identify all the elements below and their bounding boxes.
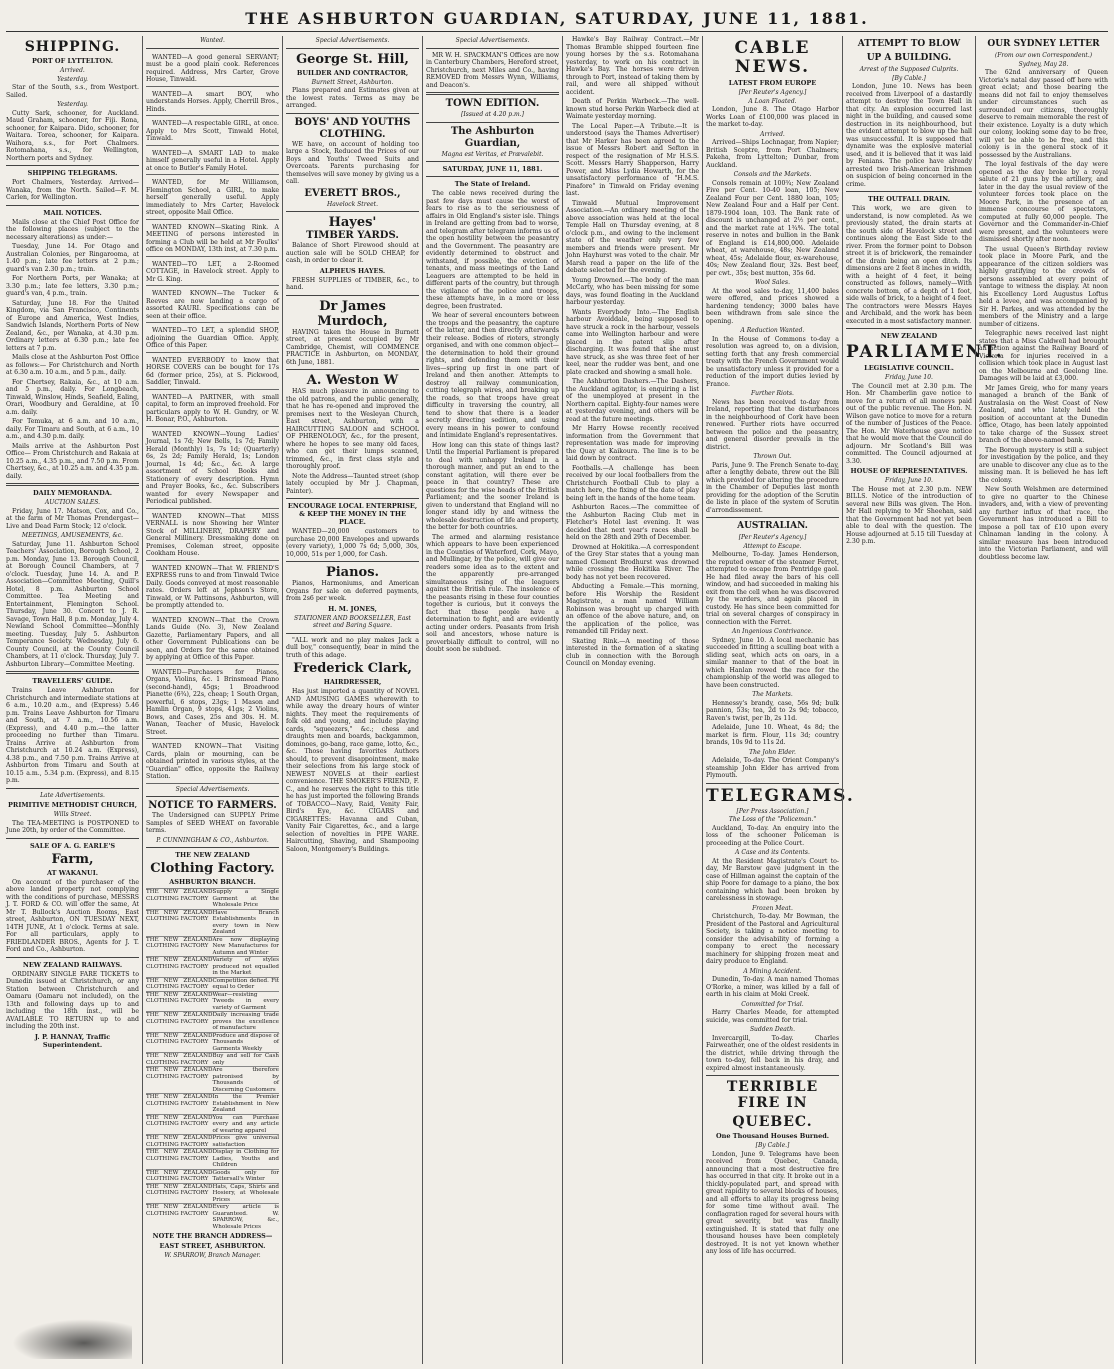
news-item: Ashburton Races.—The committee of the Ashburton Racing Club met in Fletcher's Hotel last evening. It was decided that next year's races shall be held on the 28th and 29th of December.	[566, 504, 699, 541]
factory-row-name: THE NEW ZEALAND CLOTHING FACTORY	[146, 1032, 213, 1045]
factory-row	[146, 991, 279, 1012]
town-edition: TOWN EDITION.	[445, 98, 540, 109]
mail-item: Mails close at the Ashburton Post Office as follows:— For Christchurch and North at 6.30 a.m. 10 a.m., and 5 p.m., daily.	[6, 354, 139, 376]
house-date: Friday, June 10.	[885, 477, 933, 484]
factory-heading: Clothing Factory.	[150, 861, 275, 876]
factory-branch: ASHBURTON BRANCH.	[169, 878, 256, 886]
special-heading: Special Advertisements.	[315, 37, 390, 44]
attempt-heading-2: UP A BUILDING.	[866, 53, 952, 63]
sydney-paragraph: The 62nd anniversary of Queen Victoria's natal day passed off here with great eclat; and those bearing the means did not fail to enjoy themselves under circumstances such as surrounded our citizens, thoroughly deserve to remain memorable the rest of their existence. Loyalty is a duty which our colony, looking some day to be free, will yet be able to be free, and this colony is in the general stock of it possessed by the Australians.	[979, 69, 1108, 159]
late-heading: Late Advertisements.	[40, 791, 105, 799]
latest-heading: LATEST FROM EUROPE	[728, 79, 817, 87]
invention-text: Sydney, June 10. A local mechanic has succeeded in fitting a sculling boat with a sliding seat, which acts on oars, in a similar manner to that of the boat in which Hanlan rowed the race for the championship of the world was alleged to have been constructed.	[706, 636, 839, 689]
council-heading: LEGISLATIVE COUNCIL.	[864, 364, 954, 372]
factory-row	[146, 1066, 279, 1093]
travellers-heading: TRAVELLERS' GUIDE.	[32, 677, 113, 685]
trial-text: Harry Charles Meade, for attempted suicide, was committed for trial.	[706, 1009, 839, 1024]
primitive-heading: PRIMITIVE METHODIST CHURCH,	[8, 801, 137, 809]
markets-heading: The Markets.	[752, 691, 793, 698]
factory-row-text: Buy and sell for Cash only	[212, 1053, 279, 1066]
sydney-paragraph: The Borough mystery is still a subject for investigation by the police, and they are unable to discover any clue as to the missing man. It is believed he has left the colony.	[979, 446, 1108, 484]
divider	[426, 48, 559, 49]
column-5	[562, 36, 699, 1364]
factory-row	[146, 1169, 279, 1183]
invention-heading: An Ingenious Contrivance.	[732, 628, 813, 635]
divider	[6, 957, 139, 958]
branch-signature: W. SPARROW, Branch Manager.	[164, 1252, 261, 1259]
cable-heading: CABLE NEWS.	[734, 38, 811, 77]
factory-row	[146, 977, 279, 991]
news-item: Death of Perkin Warbeck.—The well-known stud horse Perkin Warbeck died at Waimate yesterday morning.	[566, 98, 699, 120]
sydney-paragraph: Mr James Greig, who for many years managed a branch of the Bank of Australasia on the West Coast of New Zealand, and who lately held the position of accountant at the Dunedin office, Otago, has been lately appointed to take charge of the Sussex street branch of the above-named bank.	[979, 384, 1108, 444]
divider	[286, 561, 419, 562]
hill-address: Burnett Street, Ashburton.	[311, 78, 394, 86]
meetings-heading: MEETINGS, AMUSEMENTS, &c.	[21, 532, 124, 539]
yesterday-label-2: Yesterday.	[57, 101, 88, 108]
factory-row-text: Have Branch Establishments in every town in New Zealand	[212, 909, 279, 935]
timber-text: Balance of Short Firewood should at auction sale will be SOLD CHEAP, for cash, in order to clear it.	[286, 242, 419, 264]
factory-row	[146, 909, 279, 936]
divider	[286, 369, 419, 370]
loan-heading: A Loan Floated.	[748, 97, 797, 105]
column-6	[702, 36, 855, 1364]
escape-heading: Attempt to Escape.	[743, 542, 802, 550]
meetings-text: Saturday, June 11. Ashburton School Teachers' Association, Borough School, 2 p.m. Monday, June 13. Borough Council, at Borough Council Chambers, at 7 o'clock. Tuesday, June 14. A. and P. Association—Committee Meeting, Quill's Hotel, 8 p.m. Ashburton School Committee. Tea Meeting and Entertainment, Flemington School. Thursday, June 30. Concert to J. R. Savage, Town Hall, 8 p.m. Monday, July 4. Newland School Committee—Monthly meeting. Tuesday, July 5. Ashburton Temperance Society. Wednesday, July 6. County Council, at the County Council Chambers, at 11 o'clock. Thursday, July 7. Ashburton Library—Committee Meeting.	[6, 540, 139, 668]
issued-time: [Issued at 4.20 p.m.]	[461, 111, 524, 118]
factory-row-text: Hats, Caps, Shirts and Hosiery, at Wholesale Prices	[212, 1183, 279, 1203]
factory-row-text: Competition defied. Fit equal to Order	[212, 977, 279, 990]
boys-text: WE have, on account of holding too large a Stock, Reduced the Prices of our Boys and Youths' Tweed Suits and Overcoats. Parents purchasing for themselves will save money by giving us a call.	[286, 140, 419, 185]
wanted-ad: WANTED—A good general SERVANT; must be a good plain cook. References required. Address, Mrs Carter, Grove House, Tinwald.	[146, 52, 279, 87]
leader-paragraph: The armed and alarming resistance which appears to have been experienced in the Counties of Waterford, Cork, Mayo, and Mullingar, by the police, will give our readers some idea as to the extent and the apparently pre-arranged simultaneous rising of the leaguers against the British rule. The insolence of the peasants rising in these four counties together is curious, but it conveys the fact that these people have a determination to fight, and are evidently acting under orders. Peasants from Irish soil and ancestors, whose nature is proverbially difficult to control, will no doubt soon be subdued.	[426, 533, 559, 653]
factory-row-name: THE NEW ZEALAND CLOTHING FACTORY	[146, 1169, 213, 1182]
news-item: Wants Everybody Into.—The English harbour Avoiddale, being supposed to have struck a rock in the harbour, vessels came into Wellington harbour and were placed in the patent slip after discharging. It was found that she must have struck, as she was three feet of her keel, near the rudder was bent, and one plate cracked and showing a small hole.	[566, 308, 699, 376]
hill-heading: George St. Hill,	[296, 51, 409, 67]
frozen-text: Christchurch, To-day. Mr Bowman, the President of the Pastoral and Agricultural Society, is taking a notice meeting to consider the advisability of forming a company to erect the necessary machinery for shipping frozen meat and dairy produce to England.	[706, 913, 839, 965]
factory-row-text: Are therefore patronised by Thousands of Discerning Customers	[212, 1067, 279, 1093]
factory-row-text: Produce and dispose of Thousands of Garments Weekly	[212, 1032, 279, 1052]
factory-row	[146, 1114, 279, 1135]
fire-subheading: One Thousand Houses Burned.	[715, 1132, 830, 1140]
weston-note: Note the Address—Taunted street (shop lately occupied by Mr J. Chapman, Painter).	[286, 472, 419, 495]
jones-subheading: STATIONER AND BOOKSELLER, East street and Baring Square.	[294, 614, 411, 629]
factory-row	[146, 1148, 279, 1169]
news-item: The Ashburton Dashers.—The Dashers, the Auckland agitator, is enquiring a list of the unemployed at present in the Northern capital. Eighty-four names were at yesterday evening, and others will be read at the future meetings.	[566, 378, 699, 423]
auction-heading: AUCTION SALES.	[44, 499, 101, 506]
primitive-street: Wills Street.	[53, 811, 92, 818]
news-item: Young Drowned.—The body of the man McCarty, who has been missing for some days, was found floating in the Auckland harbour yesterday.	[566, 276, 699, 306]
factory-row-name: THE NEW ZEALAND CLOTHING FACTORY	[146, 1094, 213, 1107]
factory-row-name: THE NEW ZEALAND CLOTHING FACTORY	[146, 1114, 213, 1127]
factory-row-name: THE NEW ZEALAND CLOTHING FACTORY	[146, 1204, 213, 1217]
column-2	[142, 36, 279, 1364]
factory-row	[146, 1203, 279, 1230]
divider	[286, 211, 419, 212]
sailed-text: Cutty Sark, schooner, for Auckland. Maud Graham, schooner, for Fiji. Rona, schooner, for Kaipara. Dido, schooner, for Waitara. Torea, schooner, for Kaipara. Waihora, s.s., for Port Chalmers. Rotomahana, s.s., for Wellington, Northern ports and Sydney.	[6, 109, 139, 162]
sydney-paragraph: The usual Queen's Birthday review took place in Moore Park, and the appearance of the citizen soldiers was highly gratifying to the crowds of persons assembled at every point of vantage to witness the display. At noon his Excellency Lord Augustus Loftus held a levee, and was accompanied by Sir H. Parkes, and was attended by the members of the Ministry and a large number of citizens.	[979, 245, 1108, 328]
divider	[286, 48, 419, 49]
factory-row-name: THE NEW ZEALAND CLOTHING FACTORY	[146, 1183, 213, 1196]
parliament-heading: PARLIAMENT.	[846, 342, 1004, 362]
divider	[6, 788, 139, 789]
yesterday-label: Yesterday.	[57, 75, 88, 83]
elder-text: Adelaide, To-day. The Orient Company's steamship John Elder has arrived from Plymouth.	[706, 757, 839, 779]
ink-stain	[12, 1319, 132, 1359]
divider	[706, 783, 839, 784]
wanted-ad: WANTED KNOWN—That the Crown Lands Guide (No. 3), New Zealand Gazette, Parliamentary Papers, and all other Government Publications can be seen, and Orders for the same obtained by applying at Office of this Paper.	[146, 615, 279, 665]
factory-row	[146, 956, 279, 977]
masthead: THE ASHBURTON GUARDIAN, SATURDAY, JUNE 11, 1881.	[6, 6, 1108, 32]
factory-row-name: THE NEW ZEALAND CLOTHING FACTORY	[146, 1149, 213, 1162]
house-heading: HOUSE OF REPRESENTATIVES.	[850, 467, 968, 475]
factory-row-text: Every article is Guaranteed. W. SPARROW, &c., Wholesale Prices	[212, 1204, 279, 1230]
riots-text: News has been received to-day from Ireland, reporting that the disturbances in the neighbourhood of Cork have been renewed. Further riots have occurred between the police and the peasantry, and general disorder prevails in the district.	[706, 398, 839, 451]
factory-row-text: Supply a Single Garment at the Wholesale Price	[212, 889, 279, 908]
mail-item: For Chertsey, Rakaia, &c., at 10 a.m. and 5 p.m., daily. For Longbeach, Tinwald, Winslow, Hinds, Seafield, Ealing, Orari, Woodbury and Geraldine, at 10 a.m. daily.	[6, 378, 139, 416]
factory-row-name: THE NEW ZEALAND CLOTHING FACTORY	[146, 1067, 213, 1080]
sale-text: On account of the purchaser of the above landed property not complying with the conditions of purchase, MESSRS J. T. FORD & CO. will offer the same, At Mr T. Bullock's Auction Rooms, East street, Ashburton, ON TUESDAY NEXT, 14TH JUNE, At 1 o'clock. Terms at sale. For all particulars, apply to FRIEDLANDER BROS., Agents for J. T. Ford and Co., Ashburton.	[6, 878, 139, 953]
paper-title: The Ashburton Guardian,	[450, 125, 535, 149]
sale-heading: SALE OF A. G. EARLE'S	[29, 841, 116, 850]
hill-text: Plans prepared and Estimates given at the lowest rates. Terms as may be arranged.	[286, 87, 419, 109]
factory-row	[146, 1011, 279, 1032]
leader-paragraph: We hear of several encounters between the troops and the peasantry, the capture of the latter, and then directly afterwards their release. Bodies of rioters, strongly organised, and with one common object—the determination to hold their ground rights, and defending them with their lives—spring up first in one part of Ireland and then another. Attempts to destroy all railway communication, cutting telegraph wires, and breaking up the roads, so that troops have great difficulty in traversing the country, all tend to show that there is a leader secretly directing sedition, and using every means in his power to confound and intimidate England's representatives.	[426, 312, 559, 439]
council-text: The Council met at 2.30 p.m. The Hon. Mr Chamberlin gave notice to move for a return of all moneys paid out of the public revenue. The Hon. N. Wilson gave notice to move for a return of the number of Justices of the Peace. The Hon. Mr Waterhouse gave notice that he would move that the Council do adjourn. Mr Scotland's Bill was committed. The Council adjourned at 3.30.	[846, 382, 972, 465]
sydney-from: (From our own Correspondent.)	[994, 52, 1093, 59]
clark-text: Has just imported a quantity of NOVEL AND AMUSING GAMES wherewith to while away the dreary hours of winter nights. They meet the requirements of folk old and young, and include playing cards, "squeezers," &c.; chess and draughts men and boards, backgammon, dominoes, go-bang, race game, lotto, &c., &c. Those having favorites Authors should, to prevent disappointment, make their selections from his large stock of NEWEST NOVELS at their earliest convenience. THE SMOKER'S FRIEND, F. C., and he reserves the right to this title he has just imported the following Brands of TOBACCO—Navy, Raid, Venity Fair, Bird's Eye, &c. CIGARS and CIGARETTES: Havanna and Cuban, Vanity Fair Cigarettes, &c., and a large selection of novelties in PIPE WARE. Haircutting, Shaving, and Shampooing Saloon, Montgomery's Buildings.	[286, 688, 419, 853]
railways-heading: NEW ZEALAND RAILWAYS.	[22, 960, 123, 969]
drain-heading: THE OUTFALL DRAIN.	[868, 195, 950, 203]
drain-text: This work, we are given to understand, is now completed. As we previously stated, the drain starts at the south side of Havelock street and continues along the East Side to the river. From the former point to Dobson street it is of brickwork, the remainder of the drain being an open ditch. Its dimensions are 2 feet 8 inches in width, with a height of 4 feet, it being constructed as follows, namely—With concrete bottom, of a depth of 1 foot, side walls of brick, to a height of 4 feet. The contractors were Messrs Hayes and Archibald, and the work has been executed in a most satisfactory manner.	[846, 205, 972, 325]
adelaide-text: Adelaide, June 10. Wheat, 4s 8d; the market is firm. Flour, 11s 3d; country brands, 10s 9d to 11s 2d.	[706, 724, 839, 746]
factory-row-name: THE NEW ZEALAND CLOTHING FACTORY	[146, 889, 213, 902]
auction-text: Friday, June 17. Matson, Cox, and Co., at the farm of Mr Thomas Prendergast—Live and Dead Farm Stock; 12 o'clock.	[6, 507, 139, 530]
escape-text: Melbourne, To-day. James Henderson, the reputed owner of the steamer Ferret, attempted to escape from Pentridge gaol. He had filed away the bars of his cell window, and had succeeded in making his exit from the cell when he was discovered by the warders, and again placed in custody. He has since been committed for trial on several charges of conspiracy in connection with the Ferret.	[706, 551, 839, 626]
telegrams-text: Port Chalmers, Yesterday. Arrived—Wanaka, from the North. Sailed—F. M. Carlen, for Wellington.	[6, 179, 139, 201]
reduction-text: In the House of Commons to-day a resolution was agreed to, on a division, setting forth that any fresh commercial treaty with the French Government would be unsatisfactory unless it provided for a reduction of the import duties levied by France.	[706, 335, 839, 388]
factory-row-name: THE NEW ZEALAND CLOTHING FACTORY	[146, 936, 213, 949]
divider	[146, 48, 279, 49]
wanted-ad: WANTED KNOWN—Skating Rink. A MEETING of persons interested in forming a Club will be held at Mr Foulks' office on MONDAY, 13th inst, at 7.30 p.m.	[146, 222, 279, 257]
sudden-text: Invercargill, To-day. Charles Fairweather, one of the oldest residents in the district, while driving through the town to-day, fell back in his dray, and expired almost instantaneously.	[706, 1034, 839, 1072]
paper-date: SATURDAY, JUNE 11, 1881.	[442, 165, 543, 173]
fire-heading-2: QUEBEC.	[732, 1114, 813, 1130]
column-7	[842, 36, 1004, 1364]
shipping-heading: SHIPPING.	[24, 39, 121, 55]
sydney-paragraph: New South Welshmen are determined to give no quarter to the Chinese invaders, and, with a view of preventing any further influx of that race, the Government has introduced a Bill to impose a poll tax of £10 upon every Chinaman landing in the colony. A similar measure has been introduced into the Victorian Parliament, and will doubtless become law.	[979, 486, 1108, 561]
special-heading: Special Advertisements.	[455, 37, 530, 44]
mail-item: Saturday, June 18. For the United Kingdom, via San Francisco, Continents of Europe and America, West Indies, Sandwich Islands, Northern Ports of New Zealand, &c., per Wanaka, at 4.30 p.m. Ordinary letters at 6.30 p.m.; late fee letters at 7 p.m.	[6, 299, 139, 352]
news-item: Mr Harry Howse recently received information from the Government that representation was made for improving the Quay at Kaikoura. The line is to be laid down by contract.	[566, 425, 699, 462]
mining-text: Dunedin, To-day. A man named Thomas O'Rorke, a miner, was killed by a fall of earth in his claim at Moki Creek.	[706, 976, 839, 998]
wool-text: At the wool sales to-day, 11,400 bales were offered, and prices showed a hardening tendency; 3000 bales have been withdrawn from sale since the opening.	[706, 287, 839, 325]
divider	[426, 176, 559, 177]
arrived-heading: Arrived.	[60, 67, 85, 74]
factory-row-text: Prices give universal satisfaction	[212, 1135, 279, 1148]
divider	[846, 191, 972, 192]
leader-paragraph: The cable news received during the past few days must cause the worst of fears to rise as to the seriousness of affairs in Old England's sister isle. Things in Ireland are getting from bad to worse, and telegram after telegram informs us of the open hostility between the peasantry and the Government. The peasantry are evidently determined to obstruct and withstand, if possible, the eviction of tenants, and mass meetings of the Land Leaguers are attempted to be held in different parts of the country, but through the vigilance of the police and troops, these attempts have, in a more or less degree, been frustrated.	[426, 190, 559, 310]
attempt-heading-1: ATTEMPT TO BLOW	[857, 39, 961, 49]
news-item: Abducting a Female.—This morning, before His Worship the Resident Magistrate, a man named William Robinson was brought up charged with an offence of the above nature, and, on the application of the police, was remanded till Friday next.	[566, 583, 699, 635]
special-heading: Special Advertisements.	[175, 785, 250, 793]
news-item: Hawke's Bay Railway Contract.—Mr Thomas Bramble shipped fourteen fine young horses by the s.s. Rotomahana yesterday, to work on his contract in Hawke's Bay. The horses were driven through to Port, instead of taking them by rail, and were all shipped without accident.	[566, 36, 699, 96]
factory-list	[146, 888, 279, 1230]
divider	[286, 295, 419, 296]
mail-item: Tuesday, June 14. For Otago and Australian Colonies, per Ringarooma, at 1.40 p.m.; late fee letters at 2 p.m.; guard's van 2.30 p.m.; train.	[6, 243, 139, 273]
paper-motto: Magna est Veritas, et Prævalebit.	[441, 150, 544, 158]
fire-text: London, June 9. Telegrams have been received from Quebec, Canada, announcing that a most destructive fire has occurred in that city. It broke out in a thickly-populated part, and spread with great rapidity to several blocks of houses, and all efforts to allay its progress being for some time without avail. The conflagration raged for several hours with great severity, but was finally extinguished. It is stated that fully one thousand houses have been completely destroyed. It is not yet known whether any loss of life has occurred.	[706, 1150, 840, 1255]
divider	[286, 113, 419, 114]
mail-item: Mails arrive at the Ashburton Post Office— From Christchurch and Rakaia at 10.25 a.m., 4.35 p.m., and 7.50 p.m. From Chertsey, &c., at 10.25 a.m. and 4.35 p.m. daily.	[6, 442, 139, 480]
wanted-ad: WANTED KNOWN—The Tucker & Reeves are now landing a cargo of assorted KAURI. Specifications can be seen at their office.	[146, 288, 279, 323]
wanted-ad: WANTED KNOWN—That Visiting Cards, plain or mourning, can be obtained printed in various styles, at the "Guardian" office, opposite the Railway Station.	[146, 741, 279, 784]
case-text: At the Resident Magistrate's Court to-day, Mr Barstow gave judgment in the case of Hillman against the captain of the ship Poore for damage to a piano, the box containing which had been broken by carelessness in stowage.	[706, 857, 839, 902]
pianos-heading: Pianos.	[325, 565, 380, 580]
divider	[426, 161, 559, 162]
wool-heading: Wool Sales.	[755, 279, 790, 286]
sydney-paragraph: The loyal festivals of the day were opened as the day broke by a royal salute of 21 guns by the artillery, and later in the day the usual review of the volunteer forces took place on the Moore Park, in the presence of an immense concourse of spectators, computed at fully 60,000 people. The Governor and the Commander-in-Chief were present, and the volunteers were dismissed shortly after noon.	[979, 161, 1108, 243]
divider	[146, 796, 279, 797]
port-heading: PORT OF LYTTELTON.	[32, 57, 113, 65]
divider	[6, 165, 139, 166]
column-3	[282, 36, 419, 1364]
factory-row-text: Daily increasing trade proves the excellence of manufacture	[212, 1012, 279, 1031]
australian-heading: AUSTRALIAN.	[737, 521, 808, 531]
farmers-text: The Undersigned can SUPPLY Prime Samples of SEED WHEAT on favorable terms.	[146, 812, 279, 834]
divider	[6, 205, 139, 206]
arrived-heading: Arrived.	[760, 130, 785, 138]
factory-row-name: THE NEW ZEALAND CLOTHING FACTORY	[146, 1135, 213, 1148]
railways-signature: J. P. HANNAY, Traffic Superintendent.	[34, 1032, 111, 1049]
divider	[146, 847, 279, 848]
case-heading: A Case and its Contents.	[735, 849, 810, 856]
reduction-heading: A Reduction Wanted.	[740, 327, 805, 334]
factory-row-text: Are now displaying New Manufactures for Autumn and Winter	[212, 936, 279, 956]
sydney-paragraph: Telegraphic news received last night states that a Miss Caldwell had brought an action against the Railway Board of Victoria for injuries received in a collision which took place in August last on the Melbourne and Geelong line. Damages will be laid at £3,000.	[979, 330, 1108, 382]
news-item: Tinwald Mutual Improvement Association.—An ordinary meeting of the above association was held at the local Temple Hall on Thursday evening, at 8 o'clock p.m., and owing to the inclement state of the weather only very few members and friends were present. Mr John Hayhurst was voted to the chair. Mr Marsh read a paper on the life of the debate selected for the evening.	[566, 199, 699, 274]
factory-row	[146, 1183, 279, 1204]
house-text: The House met at 2.30 p.m. NEW BILLS. Notice of the introduction of several new Bills was given. The Hon. Mr Hall replying to Mr Sheehan, said that the Government had not yet been able to deal with the question. The House adjourned at 5.15 till Tuesday at 2.30 p.m.	[846, 485, 972, 545]
factory-nz: THE NEW ZEALAND	[175, 851, 250, 859]
divider	[846, 328, 972, 329]
factory-row-text: Wear—resisting Tweeds in every variety of Garment	[212, 991, 279, 1011]
factory-row	[146, 1032, 279, 1053]
hill-subheading: BUILDER AND CONTRACTOR,	[296, 68, 409, 77]
wanted-ad: WANTED KNOWN—That W. FRIEND'S EXPRESS runs to and from Tinwald Twice Daily. Goods conveyed at most reasonable rates. Orders left at Jephson's Store, Tinwald, or W. Pattinsons, Ashburton, will be promptly attended to.	[146, 563, 279, 613]
murdoch-text: HAVING taken the House in Burnett street, at present occupied by Mr Cambridge, Chemist, will COMMENCE PRACTICE in Ashburton, on MONDAY, 6th June, 1881.	[286, 328, 419, 366]
parliament-nz: NEW ZEALAND	[880, 332, 938, 340]
sydney-dateline: Sydney, May 28.	[1018, 60, 1069, 68]
factory-row	[146, 1052, 279, 1066]
markets-text: Hennessy's brandy, case, 56s 9d; bulk pannion, 53s; tea, 2d to 2s 9d; tobacco, Raven's twist, per lb, 2s 11d.	[706, 699, 839, 722]
factory-row-name: THE NEW ZEALAND CLOTHING FACTORY	[146, 1053, 213, 1066]
factory-row-name: THE NEW ZEALAND CLOTHING FACTORY	[146, 991, 213, 1004]
branch-address: EAST STREET, ASHBURTON.	[159, 1242, 266, 1250]
mail-text: Mails close at the Chief Post Office for the following places (subject to the necessary alterations) as under:—	[6, 218, 139, 241]
farmers-signature: P. CUNNINGHAM & CO., Ashburton.	[156, 836, 269, 844]
leader-heading: The State of Ireland.	[454, 180, 531, 188]
factory-row-text: In the Premier Establishment in New Zealand	[212, 1094, 279, 1113]
trial-heading: Committed for Trial.	[741, 1000, 804, 1008]
loss-heading: The Loss of the "Policeman."	[728, 816, 817, 823]
wanted-ad: WANTED—TO LET, a 2-Roomed COTTAGE, in Havelock street. Apply to Mr G. King.	[146, 259, 279, 287]
frozen-heading: Frozen Meat.	[752, 904, 793, 912]
weston-heading: A. Weston W	[306, 373, 399, 388]
wanted-ad: WANTED—Purchasers for Pianos, Organs, Violins, &c. 1 Brinsmead Piano (second-hand), 45gs; 1 Broadwood Pianette (6¾), 22s, cheap; 1 South Organ, powerful, 6 stops, 23gs; 1 Mason and Hamlin Organ, 9 stops, 41gs; 2 Violins, Bows, and Cases, 25s and 30s. H. M. Wanan, Teacher of Music, Havelock Street.	[146, 667, 279, 740]
divider	[706, 517, 839, 518]
factory-row-text: You can Purchase every and any article of wearing apparel	[212, 1114, 279, 1134]
news-item: Drowned at Hokitika.—A correspondent of the Grey Star states that a young man named Clement Brodhurst was drowned while crossing the Hokitika River. The body has not yet been recovered.	[566, 543, 699, 581]
wakanui-heading: AT WAKANUI.	[46, 868, 99, 877]
divider	[706, 1075, 839, 1076]
mail-heading: MAIL NOTICES.	[43, 208, 102, 217]
sudden-heading: Sudden Death.	[749, 1026, 796, 1033]
weston-text: HAS much pleasure in announcing to the old patrons, and the public generally, that he has re-opened and improved the premises next to the Wesleyan Church, East street, Ashburton, with a HAIRCUTTING SALOON and SCHOOL OF PHRENOLOGY, &c., for the present, where he hopes to see many old faces, who can get their lumps scanned, trimmed, &c., in first class style and thoroughly proof.	[286, 388, 419, 470]
wanted-ad: WANTED—A respectable GIRL, at once. Apply to Mrs Scott, Tinwald Hotel, Tinwald.	[146, 118, 279, 146]
bycable-note: [By Cable.]	[755, 1142, 790, 1149]
news-item: Skating Rink.—A meeting of those interested in the formation of a skating club in connection with the Borough Council on Monday evening.	[566, 637, 699, 667]
timber-heading: TIMBER YARDS.	[306, 230, 399, 241]
boys-heading: BOYS' AND YOUTHS CLOTHING.	[294, 116, 411, 140]
mail-item: For Northern Ports, per Wanaka; at 3.30 p.m.; late fee letters, 3.30 p.m.; guard's van, 4 p.m., train.	[6, 275, 139, 297]
divider	[286, 633, 419, 634]
reuter-note-2: [Per Reuter's Agency.]	[738, 534, 807, 541]
press-note: [Per Press Association.]	[736, 807, 809, 815]
jones-heading: H. M. JONES,	[328, 604, 377, 613]
primitive-text: The TEA-MEETING is POSTPONED to June 20th, by order of the Committee.	[6, 819, 139, 834]
factory-row	[146, 1134, 279, 1148]
branch-note: NOTE THE BRANCH ADDRESS—	[152, 1232, 273, 1240]
factory-row	[146, 936, 279, 957]
memo-heading: DAILY MEMORANDA.	[32, 489, 113, 497]
factory-row-text: Display in Clothing for Ladies, Youths and Children	[212, 1149, 279, 1168]
factory-row	[146, 888, 279, 909]
wanted-ad: WANTED, for Mr Williamson, Flemington School, a GIRL, to make herself generally useful. Apply immediately to Mrs Carter, Havelock street, opposite Mail Office.	[146, 177, 279, 220]
farmers-heading: NOTICE TO FARMERS.	[148, 800, 277, 811]
encourage-heading: ENCOURAGE LOCAL ENTERPRISE, & KEEP THE MONEY IN THE PLACE.	[287, 502, 418, 526]
clark-heading: Frederick Clark,	[293, 661, 412, 676]
wanted-ad: WANTED KNOWN—That MISS VERNALL is now Showing her Winter Stock of MILLINERY, DRAPERY and General Millinery. Dressmaking done on Premises, Coleman street, opposite Cookham House.	[146, 511, 279, 561]
spackman-ad: MR W. H. SPACKMAN'S Offices are now in Canterbury Chambers, Hereford street, Christchurch, next Miles and Co., having REMOVED from Messrs Wynn, Williams, and Deacon's.	[426, 51, 559, 89]
thrown-heading: Thrown Out.	[753, 453, 792, 460]
elder-heading: The John Elder.	[749, 748, 796, 756]
bycable-note: [By Cable.]	[892, 74, 926, 82]
telegrams-heading: SHIPPING TELEGRAMS.	[27, 169, 118, 177]
loan-text: London, June 8. The Otago Harbor Works Loan of £100,000 was placed in the market to-day.	[706, 106, 839, 128]
wanted-ad: WANTED—A SMART LAD to make himself generally useful in a Hotel. Apply at once to Butler's Family Hotel.	[146, 148, 279, 176]
mail-item: For Temuka, at 6 a.m. and 10 a.m., daily. For Timaru and South, at 6 a.m., 10 a.m., and 4.30 p.m. daily.	[6, 418, 139, 440]
divider	[6, 483, 139, 486]
factory-row	[146, 1093, 279, 1114]
factory-row-text: Variety of styles produced not equalled in the Market	[212, 957, 279, 976]
consols-text: Consols remain at 100¾; New Zealand Five per Cent. 10-40 loan, 105; New Zealand Four per Cent. 1880 loan, 105; New Zealand Four and a Half per Cent. 1879-1904 loan, 103. The Bank rate of discount is unchanged at 2½ per cent., and the market rate at 1¾%. The total reserve in notes and bullion in the Bank of England is £14,800,000. Adelaide wheat, at warehouse, 48s; New Zealand wheat, 45s; Adelaide flour, ex-warehouse, 40s; New Zealand flour, 32s. Best beef, per cwt., 35s; best mutton, 35s 6d.	[706, 179, 839, 277]
divider	[426, 92, 559, 95]
consols-heading: Consols and the Markets.	[733, 171, 812, 178]
arrived-text: Star of the South, s.s., from Westport. Sailed.	[6, 84, 139, 99]
fire-heading-1: TERRIBLE FIRE IN	[726, 1079, 819, 1111]
encourage-text: WANTED—20,000 customers to purchase 20,000 Envelopes and upwards (every variety), 1,000 7s 6d; 5,000, 30s, 10,000, 51s per 1,000, for Cash.	[286, 528, 419, 558]
council-date: Friday, June 10.	[885, 374, 933, 381]
column-4	[422, 36, 559, 1364]
divider	[6, 671, 139, 674]
factory-row-name: THE NEW ZEALAND CLOTHING FACTORY	[146, 977, 213, 990]
column-8	[975, 36, 1108, 1364]
murdoch-heading: Dr James Murdoch,	[317, 298, 388, 329]
farm-heading: Farm,	[51, 851, 94, 867]
clark-pre: "ALL work and no play makes Jack a dull boy," consequently, bear in mind the truth of this adage.	[286, 636, 419, 659]
arrived-text: Arrived—Ships Lochnagar, from Napier; British Sceptre, from Port Chalmers; Pakeha, from Lyttelton; Dunbar, from Auckland.	[706, 139, 839, 169]
timber-text-2: FRESH SUPPLIES of TIMBER, &c., to hand.	[286, 276, 419, 291]
clark-subheading: HAIRDRESSER,	[323, 678, 382, 686]
railways-text: ORDINARY SINGLE FARE TICKETS to Dunedin issued at Christchurch, or any Station between Christchurch and Oamaru (Oamaru not included), on the 13th and following days up to and including the 18th inst., will be AVAILABLE TO RETURN up to and including the 20th inst.	[6, 970, 139, 1030]
divider	[426, 122, 559, 123]
wanted-ad: WANTED—A smart BOY, who understands Horses. Apply, Cherrill Bros., Hinds.	[146, 89, 279, 117]
factory-row-name: THE NEW ZEALAND CLOTHING FACTORY	[146, 909, 213, 922]
attempt-text: London, June 10. News has been received from Liverpool of a dastardly attempt to destroy the Town Hall in that city. An explosion occurred last night in the building, and caused some destruction in its neighbourhood, but the evident attempt to blow up the hall was unsuccessful. It is supposed that dynamite was the explosive material used, and it is believed that it was laid by Fenians. The police have already arrested two Irish-American Irishmen on suspicion of being concerned in the crime.	[846, 83, 972, 188]
everett-address: Havelock Street.	[327, 200, 378, 208]
thrown-text: Paris, June 9. The French Senate to-day, after a lengthy debate, threw out the Bill which provided for altering the procedure in the Chamber of Deputies last month providing for the adoption of the Scrutin de liste in place of the system of Scrutin d'arrondissement.	[706, 461, 839, 514]
travellers-text: Trains Leave Ashburton for Christchurch and intermediate stations at 6 a.m., 10.20 a.m., and (Express) 5.46 p.m. Trains Leave Ashburton for Timaru and South, at 7 a.m., 10.56 a.m. (Express), and 4.40 p.m.—the latter proceeding no further than Timaru. Trains Arrive at Ashburton from Christchurch at 10.24 a.m. (Express), 4.38 p.m., and 7.50 p.m. Trains Arrive at Ashburton from Timaru and South at 10.15 a.m., 5.34 p.m. (Express), and 8.15 p.m.	[6, 687, 139, 784]
sydney-heading: OUR SYDNEY LETTER	[987, 39, 1100, 49]
wanted-ad: WANTED EVERBODY to know that HORSE COVERS can be bought for 17s 6d (former price, 25s), at S. Pickwood, Saddler, Tinwald.	[146, 355, 279, 390]
reuter-note: [Per Reuter's Agency.]	[738, 89, 807, 96]
riots-heading: Further Riots.	[751, 390, 794, 397]
factory-row-text: Goods only for Tattersall's Winter	[212, 1169, 279, 1182]
column-1	[6, 36, 139, 1364]
news-item: Footballs.—A challenge has been received by our local footballers from the Christchurch Football Club to play a match here, the fixing of the date of play being left in the hands of the home team.	[566, 464, 699, 502]
mining-heading: A Mining Accident.	[743, 967, 802, 975]
factory-row-name: THE NEW ZEALAND CLOTHING FACTORY	[146, 957, 213, 970]
wanted-ad: WANTED KNOWN—Young Ladies' Journal, 1s 7d; New Bells, 1s 7d; Family Herald (Monthly) 1s, 7s 1d; (Quarterly) 6s, 2s 2d; Family Herald, 1s; London Journal, 1s 4d; &c., &c. A large assortment of School Books and Stationery of every description. Hymn and Prayer Books, &c., &c. Subscribers wanted for every Newspaper and Periodical published.	[146, 429, 279, 509]
news-item: The Local Paper.—A Tribute.—It is understood (says the Thames Advertiser) that Mr Harker has been agreed to the issue of Messrs Robert and Sefton in respect of the resignation of Mr H.S.S. Scott. Messrs Harry Shapperson, Harry Power, and Miss Lydia Howarth, for the unsatisfactory performance of "H.M.S. Pinafore" in Tinwald on Friday evening last.	[566, 122, 699, 197]
timber-signature: ALPHEUS HAYES.	[319, 266, 386, 275]
factory-row-name: THE NEW ZEALAND CLOTHING FACTORY	[146, 1012, 213, 1025]
divider	[286, 498, 419, 499]
everett-heading: EVERETT BROS.,	[304, 187, 401, 199]
divider	[6, 838, 139, 839]
attempt-subheading: Arrest of the Supposed Culprits.	[859, 66, 959, 73]
wanted-ad: WANTED—TO LET, a splendid SHOP, adjoining the Guardian Office. Apply, Office of this Paper.	[146, 325, 279, 353]
loss-text: Auckland, To-day. An enquiry into the loss of the schooner Policeman is proceeding at the Police Court.	[706, 824, 839, 847]
pianos-text: Pianos, Harmoniums, and American Organs for sale on deferred payments, from 2s6 per week.	[286, 580, 419, 602]
leader-paragraph: How long can this state of things last? Until the Imperial Parliament is prepared to deal with unhappy Ireland in a thorough manner, and put an end to the constant agitation, will there ever be peace in that country? These are questions for the wise heads of the British Parliament; and the sooner Ireland is given to understand that England will no longer stand idly by and witness the wholesale destruction of life and property, the better for both countries.	[426, 441, 559, 531]
wanted-ad: WANTED—A PARTNER, with small capital, to form an improved freehold. For particulars apply to W. H. Gundry, or W. H. Bonar, P.O., Ashburton.	[146, 392, 279, 427]
wanted-heading: Wanted.	[200, 37, 225, 44]
telegrams-heading: TELEGRAMS.	[706, 785, 855, 806]
hayes-heading: Hayes'	[328, 215, 377, 230]
